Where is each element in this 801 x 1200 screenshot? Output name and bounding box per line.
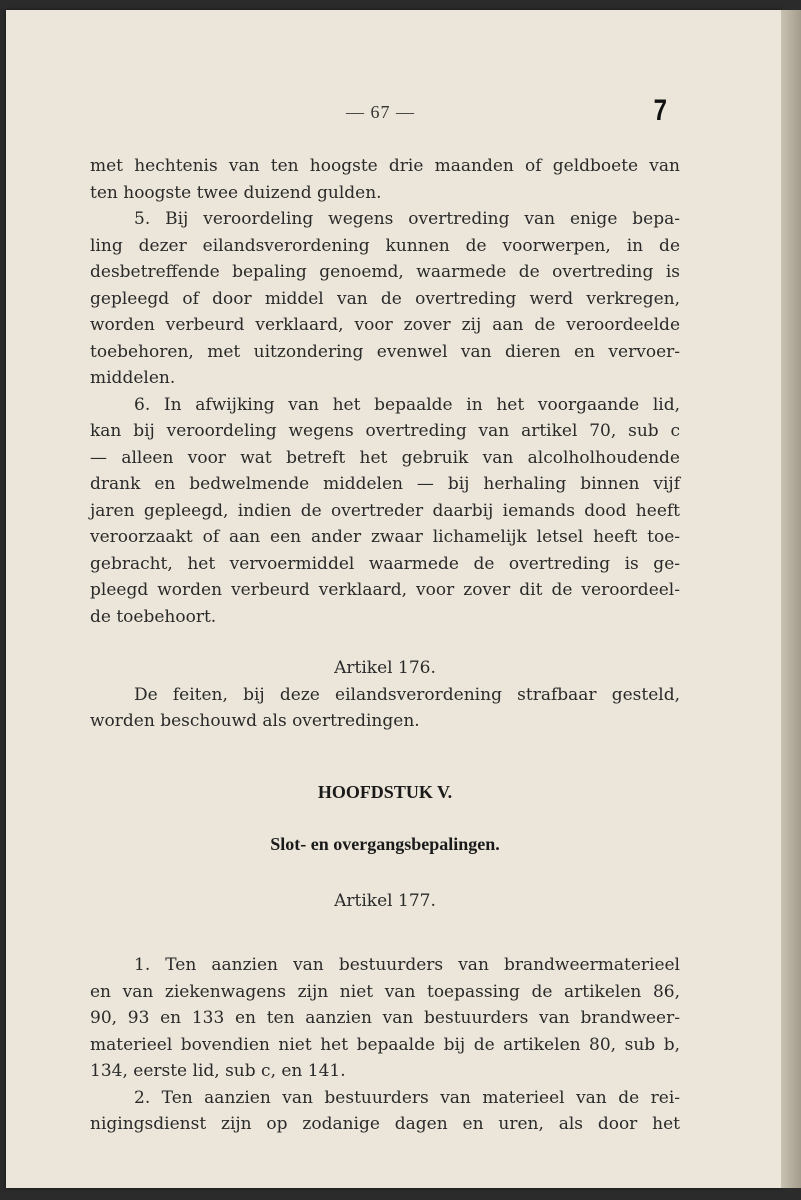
paragraph-continuation (90, 153, 680, 206)
body-text (90, 153, 680, 1138)
paragraph-5 (90, 206, 680, 392)
text-line: 90, 93 en 133 en ten aanzien van bestuurders van brandweer- (90, 1008, 680, 1028)
text-line: gebracht, het vervoermiddel waarmede de overtreding is ge- (90, 553, 680, 574)
article-177-paragraph-2 (90, 1085, 680, 1138)
text-line: kan bij veroordeling wegens overtreding van artikel 70, sub c (90, 421, 680, 441)
text-line: jaren gepleegd, indien de overtreder daarbij iemands dood heeft (90, 500, 680, 521)
text-line: pleegd worden verbeurd verklaard, voor zover dit de veroordeel- (90, 580, 680, 600)
chapter-subheading: Slot- en overgangsbepalingen. (270, 834, 500, 854)
article-176-title: Artikel 176. (334, 658, 436, 678)
page-number: — 67 — (346, 102, 415, 122)
text-line: desbetreffende bepaling genoemd, waarmede de overtreding is (90, 262, 680, 282)
text-line: — alleen voor wat betreft het gebruik van alcolholhoudende (90, 447, 680, 468)
text-line: en van ziekenwagens zijn niet van toepassing de artikelen 86, (90, 981, 680, 1002)
article-176-text (90, 682, 680, 735)
text-line: 2. Ten aanzien van bestuurders van materieel van de rei- (134, 1087, 680, 1108)
text-line: met hechtenis van ten hoogste drie maanden of geldboete van (90, 156, 680, 176)
article-177-title: Artikel 177. (334, 890, 436, 911)
text-line: 5. Bij veroordeling wegens overtreding van enige bepa- (134, 209, 680, 229)
text-line: 134, eerste lid, sub c, en 141. (90, 1061, 346, 1081)
text-line: De feiten, bij deze eilandsverordening strafbaar gesteld, (134, 684, 680, 705)
text-line: gepleegd of door middel van de overtreding werd verkregen, (90, 288, 680, 309)
document-page (6, 10, 781, 1188)
text-line: nigingsdienst zijn op zodanige dagen en uren, als door het (90, 1114, 680, 1134)
text-line: toebehoren, met uitzondering evenwel van dieren en vervoer- (90, 341, 680, 362)
chapter-heading: HOOFDSTUK V. (317, 781, 453, 802)
page-edge (781, 10, 801, 1188)
text-line: materieel bovendien niet het bepaalde bij de artikelen 80, sub b, (90, 1034, 680, 1055)
text-line: worden beschouwd als overtredingen. (90, 711, 420, 731)
text-line: worden verbeurd verklaard, voor zover zij aan de veroordeelde (90, 315, 680, 335)
sheet-number: 7 (653, 94, 668, 127)
paragraph-6 (90, 392, 680, 631)
text-line: ling dezer eilandsverordening kunnen de voorwerpen, in de (90, 235, 680, 256)
text-line: veroorzaakt of aan een ander zwaar lichamelijk letsel heeft toe- (90, 527, 680, 547)
text-line: 1. Ten aanzien van bestuurders van brandweermaterieel (134, 955, 680, 975)
text-line: 6. In afwijking van het bepaalde in het voorgaande lid, (134, 394, 680, 415)
article-177-paragraph-1 (90, 952, 680, 1085)
text-line: de toebehoort. (90, 606, 217, 627)
text-line: middelen. (90, 368, 176, 388)
text-line: drank en bedwelmende middelen — bij herhaling binnen vijf (90, 474, 680, 494)
text-line: ten hoogste twee duizend gulden. (90, 182, 382, 203)
